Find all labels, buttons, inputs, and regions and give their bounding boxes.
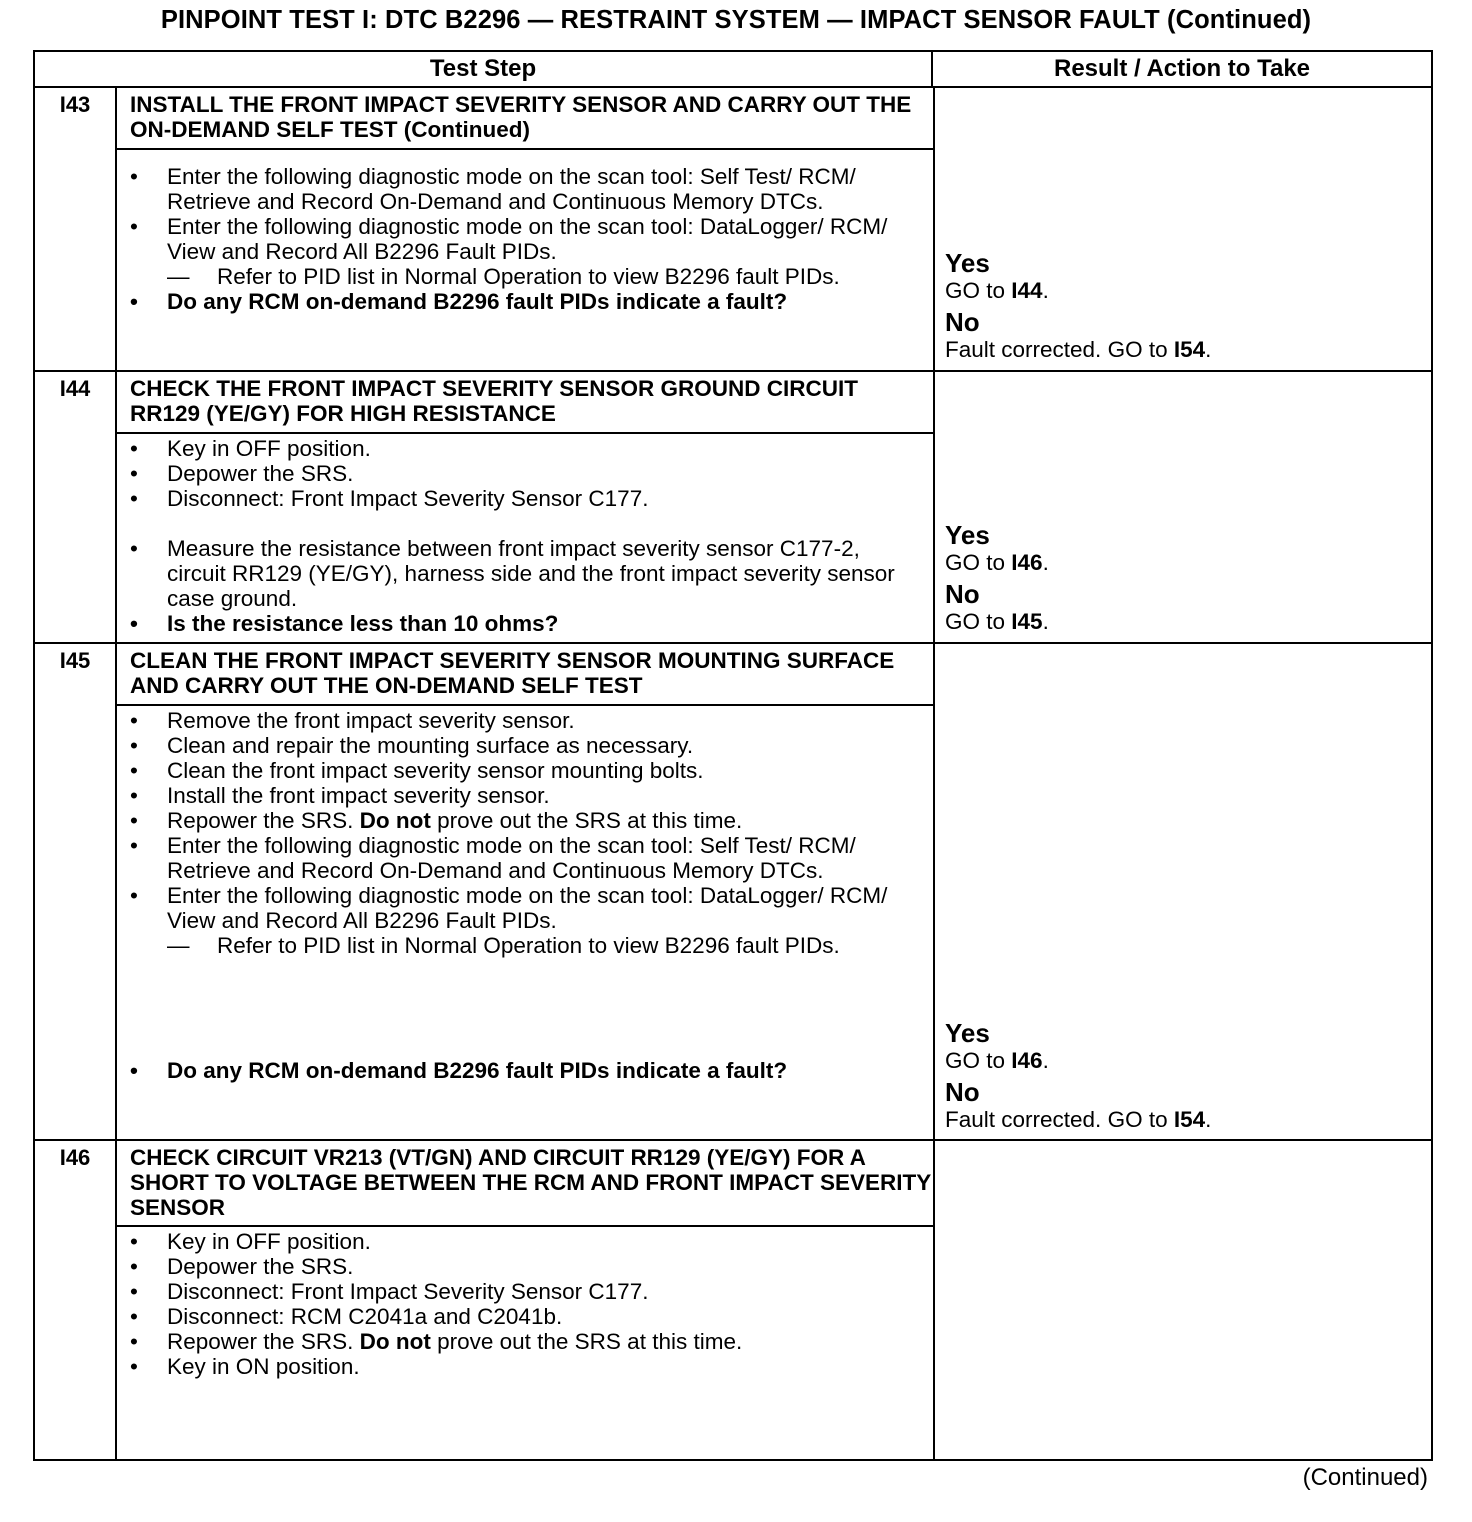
step-row-i43 xyxy=(35,88,1431,372)
list-item: • Key in OFF position. xyxy=(117,1229,933,1254)
step-row-i46 xyxy=(35,1141,1431,1459)
no-label: No xyxy=(945,1077,980,1107)
goto-link[interactable]: I54 xyxy=(1173,337,1206,362)
list-item: • Enter the following diagnostic mode on the scan tool: DataLogger/ RCM/ View and Record All B2296 Fault PIDs. xyxy=(117,883,933,933)
column-divider xyxy=(933,644,935,1139)
column-divider xyxy=(933,372,935,642)
step-title: CHECK CIRCUIT VR213 (VT/GN) AND CIRCUIT RR129 (YE/GY) FOR A SHORT TO VOLTAGE BETWEEN THE RCM AND FRONT IMPACT SEVERITY SENSOR xyxy=(117,1141,933,1227)
list-item: • Repower the SRS. Do not prove out the SRS at this time. xyxy=(117,1329,933,1354)
yes-label: Yes xyxy=(945,520,990,550)
goto-link[interactable]: I44 xyxy=(1011,278,1043,303)
list-item: • Key in ON position. xyxy=(117,1354,933,1379)
step-row-i44 xyxy=(35,372,1431,644)
list-item: • Install the front impact severity sensor. xyxy=(117,783,933,808)
list-item-question: • Do any RCM on-demand B2296 fault PIDs indicate a fault? xyxy=(117,1058,933,1083)
list-item: • Depower the SRS. xyxy=(117,461,933,486)
yes-action: GO to I44. xyxy=(945,278,1049,303)
list-item: • Enter the following diagnostic mode on the scan tool: Self Test/ RCM/ Retrieve and Record On-Demand and Continuous Memory DTCs. xyxy=(117,164,933,214)
header-test-step: Test Step xyxy=(35,52,933,86)
list-item: • Enter the following diagnostic mode on the scan tool: Self Test/ RCM/ Retrieve and Record On-Demand and Continuous Memory DTCs. xyxy=(117,833,933,883)
step-id: I43 xyxy=(35,88,117,370)
list-item: • Remove the front impact severity sensor. xyxy=(117,708,933,733)
list-item-question: • Do any RCM on-demand B2296 fault PIDs indicate a fault? xyxy=(117,289,933,314)
step-id: I45 xyxy=(35,644,117,1139)
list-item: • Clean and repair the mounting surface as necessary. xyxy=(117,733,933,758)
no-label: No xyxy=(945,307,980,337)
step-body xyxy=(117,436,933,636)
no-action: GO to I45. xyxy=(945,609,1049,634)
result-cell xyxy=(945,1018,1421,1132)
no-action: Fault corrected. GO to I54. xyxy=(945,1107,1212,1132)
yes-label: Yes xyxy=(945,1018,990,1048)
list-item: • Disconnect: Front Impact Severity Sensor C177. xyxy=(117,1279,933,1304)
list-item-question: • Is the resistance less than 10 ohms? xyxy=(117,611,933,636)
pinpoint-test-table xyxy=(33,50,1433,1461)
goto-link[interactable]: I46 xyxy=(1011,1048,1043,1073)
continued-label: (Continued) xyxy=(1302,1464,1428,1491)
list-subitem: — Refer to PID list in Normal Operation to view B2296 fault PIDs. xyxy=(117,933,933,958)
yes-action: GO to I46. xyxy=(945,550,1049,575)
list-item: • Enter the following diagnostic mode on the scan tool: DataLogger/ RCM/ View and Record All B2296 Fault PIDs. xyxy=(117,214,933,264)
step-body xyxy=(117,708,933,1083)
list-item: • Repower the SRS. Do not prove out the SRS at this time. xyxy=(117,808,933,833)
list-item: • Measure the resistance between front impact severity sensor C177-2, circuit RR129 (YE/GY), harness side and the front impact severity sensor case ground. xyxy=(117,536,933,611)
step-title: CHECK THE FRONT IMPACT SEVERITY SENSOR GROUND CIRCUIT RR129 (YE/GY) FOR HIGH RESISTANCE xyxy=(117,372,933,434)
no-label: No xyxy=(945,579,980,609)
goto-link[interactable]: I45 xyxy=(1011,609,1043,634)
step-title: INSTALL THE FRONT IMPACT SEVERITY SENSOR AND CARRY OUT THE ON-DEMAND SELF TEST (Continued) xyxy=(117,88,933,150)
no-action: Fault corrected. GO to I54. xyxy=(945,337,1212,362)
goto-link[interactable]: I46 xyxy=(1011,550,1043,575)
step-id: I46 xyxy=(35,1141,117,1459)
step-title: CLEAN THE FRONT IMPACT SEVERITY SENSOR MOUNTING SURFACE AND CARRY OUT THE ON-DEMAND SELF TEST xyxy=(117,644,933,706)
result-cell xyxy=(945,520,1421,634)
column-divider xyxy=(933,88,935,370)
header-result-action: Result / Action to Take xyxy=(1053,55,1311,82)
list-item: • Clean the front impact severity sensor mounting bolts. xyxy=(117,758,933,783)
goto-link[interactable]: I54 xyxy=(1173,1107,1206,1132)
list-item: • Key in OFF position. xyxy=(117,436,933,461)
yes-label: Yes xyxy=(945,248,990,278)
page-title: PINPOINT TEST I: DTC B2296 — RESTRAINT SYSTEM — IMPACT SENSOR FAULT (Continued) xyxy=(160,6,1312,34)
table-header xyxy=(35,52,1431,88)
step-id: I44 xyxy=(35,372,117,642)
step-body xyxy=(117,1229,933,1379)
list-item: • Depower the SRS. xyxy=(117,1254,933,1279)
yes-action: GO to I46. xyxy=(945,1048,1049,1073)
step-row-i45 xyxy=(35,644,1431,1141)
column-divider xyxy=(933,1141,935,1459)
result-cell xyxy=(945,248,1421,362)
list-subitem: — Refer to PID list in Normal Operation to view B2296 fault PIDs. xyxy=(117,264,933,289)
list-item: • Disconnect: Front Impact Severity Sensor C177. xyxy=(117,486,933,511)
step-body xyxy=(117,164,933,314)
list-item: • Disconnect: RCM C2041a and C2041b. xyxy=(117,1304,933,1329)
